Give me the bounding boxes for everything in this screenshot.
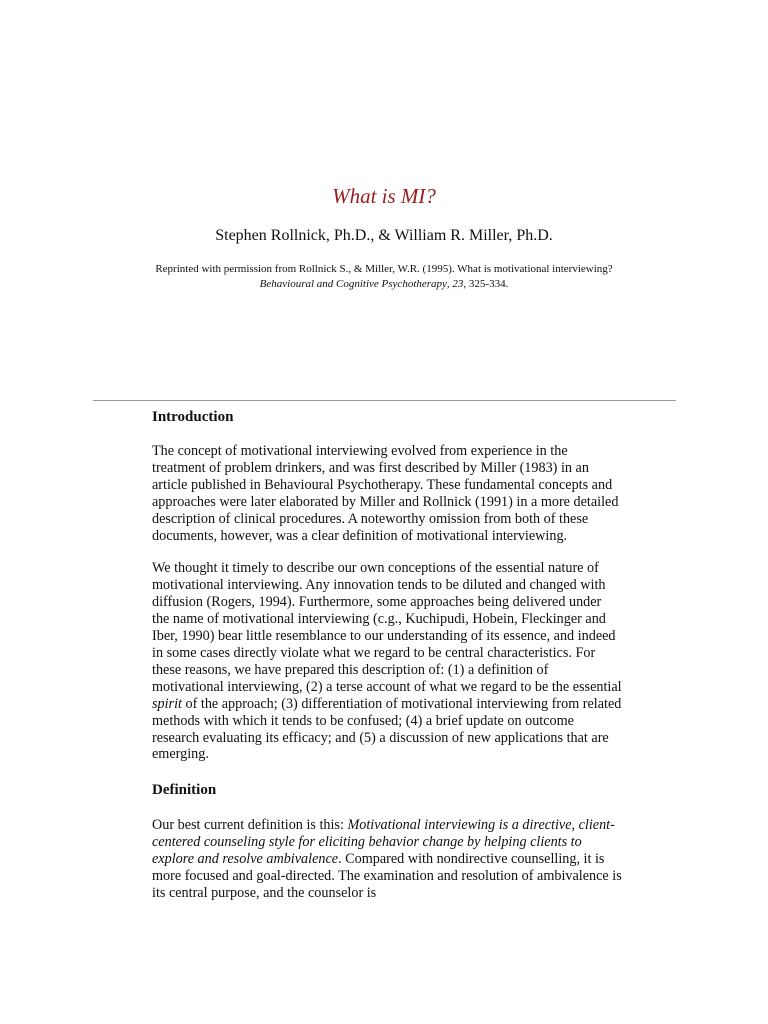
definition-text-a: Our best current definition is this: [152,817,348,834]
section-heading-introduction: Introduction [152,409,234,425]
journal-pages: , 325-334. [463,277,509,290]
intro-paragraph-2-text-b: of the approach; (3) differentiation of motivational interviewing from related methods with which it tends to be confused; (4) a brief update on outcome research evaluating its efficacy; and (5) a discussion of new applications that are emerging. [152,695,622,763]
definition-emphasis: Motivational interviewing is a directive, client-centered counseling style for eliciting behavior change by helping clients to explore and resolve ambivalence [152,817,615,868]
divider [93,400,676,401]
intro-paragraph-1: The concept of motivational interviewing evolved from experience in the treatment of problem drinkers, and was first described by Miller (1983) in an article published in Behavioural Psychotherapy. These fundamental concepts and approaches were later elaborated by Miller and Rollnick (1991) in a more detailed description of clinical procedures. A noteworthy omission from both of these documents, however, was a clear definition of motivational interviewing. [152,443,619,544]
intro-paragraph-2 [152,560,622,763]
article-body [152,408,622,902]
reprint-notice [0,262,768,291]
intro-paragraph-2-text-a: We thought it timely to describe our own conceptions of the essential nature of motivational interviewing. Any innovation tends to be diluted and changed with diffusion (Rogers, 1994). Furthermore, some approaches being delivered under the name of motivational interviewing (c.g., Kuchipudi, Hobein, Fleckinger and Iber, 1990) bear little resemblance to our understanding of its essence, and indeed in some cases directly violate what we regard to be central characteristics. For these reasons, we have prepared this description of: (1) a definition of motivational interviewing, (2) a terse account of what we regard to be the essential [152,560,622,695]
definition-text-b: . Compared with nondirective counselling, it is more focused and goal-directed. The examination and resolution of ambivalence is its central purpose, and the counselor is [152,851,622,901]
journal-volume: 23 [452,277,464,290]
citation-separator: , [446,277,453,290]
emphasis-spirit: spirit [152,695,182,712]
journal-name: Behavioural and Cognitive Psychotherapy [259,277,447,290]
definition-paragraph-1 [152,817,622,902]
reprint-line: Reprinted with permission from Rollnick S., & Miller, W.R. (1995). What is motivational interviewing? [155,263,613,275]
document-title: What is MI? [332,184,436,208]
citation [0,277,768,292]
section-heading-definition: Definition [152,782,217,799]
authors: Stephen Rollnick, Ph.D., & William R. Miller, Ph.D. [215,227,553,244]
